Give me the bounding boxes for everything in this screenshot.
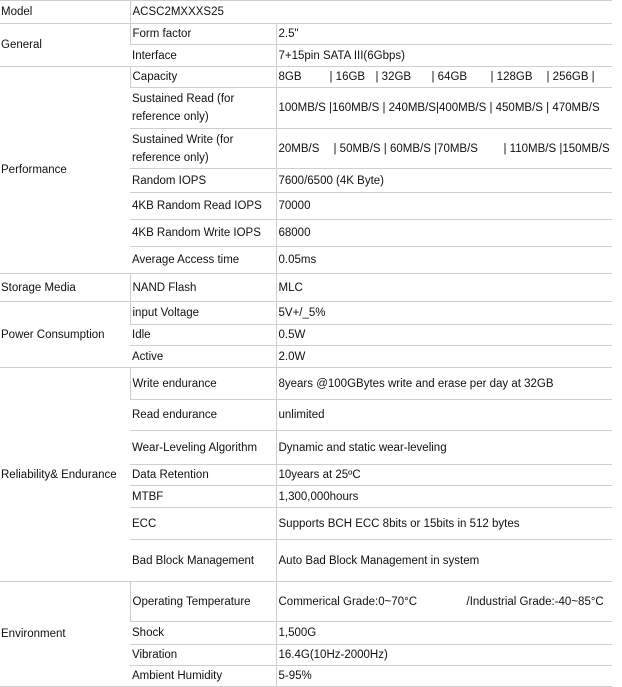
sustained-read-value: 100MB/S |160MB/S | 240MB/S|400MB/S | 450MB/S | 470MB/S <box>276 88 612 129</box>
spec-row <box>0 24 612 45</box>
sustained-write-value: | 50MB/S | 60MB/S |70MB/S <box>333 142 478 155</box>
section-label-storage: Storage Media <box>0 274 130 302</box>
spec-value: 2.0W <box>276 346 612 368</box>
spec-name: MTBF <box>130 486 276 508</box>
spec-name: Wear-Leveling Algorithm <box>130 431 276 465</box>
spec-row-model <box>0 1 612 24</box>
spec-row-capacity <box>0 67 612 88</box>
spec-value: MLC <box>276 274 612 302</box>
section-label-model: Model <box>0 1 130 24</box>
model-value: ACSC2MXXXS25 <box>130 1 612 24</box>
spec-name: Random IOPS <box>130 169 276 193</box>
spec-value: 5V+/_5% <box>276 302 612 325</box>
spec-name: Vibration <box>130 645 276 666</box>
spec-name: input Voltage <box>130 302 276 325</box>
spec-value: 5-95% <box>276 666 612 687</box>
capacity-value: | 16GB <box>329 71 366 83</box>
spec-name: Capacity <box>130 67 276 88</box>
sustained-write-value: | 110MB/S |150MB/S <box>503 142 610 155</box>
section-label-environment: Environment <box>0 582 130 687</box>
spec-value: 16.4G(10Hz-2000Hz) <box>276 645 612 666</box>
spec-value: unlimited <box>276 400 612 431</box>
temperature-values <box>276 582 612 622</box>
spec-value: 2.5" <box>276 24 612 45</box>
capacity-value: 8GB <box>278 71 302 83</box>
spec-name: Sustained Write (for reference only) <box>130 129 276 169</box>
spec-row-storage <box>0 274 612 302</box>
spec-value: Supports BCH ECC 8bits or 15bits in 512 bytes <box>276 508 612 540</box>
spec-name: NAND Flash <box>130 274 276 302</box>
spec-value: 8years @100GBytes write and erase per day at 32GB <box>276 368 612 400</box>
spec-value: 10years at 25ºC <box>276 465 612 486</box>
capacity-value: | 256GB | <box>546 71 595 83</box>
spec-value: Dynamic and static wear-leveling <box>276 431 612 465</box>
spec-name: Active <box>130 346 276 368</box>
section-label-general: General <box>0 24 130 67</box>
spec-name: Form factor <box>130 24 276 45</box>
spec-name: 4KB Random Read IOPS <box>130 193 276 220</box>
spec-name: Sustained Read (for reference only) <box>130 88 276 129</box>
spec-name: Read endurance <box>130 400 276 431</box>
sustained-write-value: 20MB/S <box>278 142 320 155</box>
spec-value: 0.05ms <box>276 247 612 274</box>
spec-row-temperature <box>0 582 612 622</box>
spec-name: Interface <box>130 45 276 67</box>
spec-name: Average Access time <box>130 247 276 274</box>
spec-value: 70000 <box>276 193 612 220</box>
capacity-value: | 32GB <box>375 71 412 83</box>
spec-value: 68000 <box>276 220 612 247</box>
spec-name: Ambient Humidity <box>130 666 276 687</box>
spec-name: Idle <box>130 325 276 346</box>
spec-name: Shock <box>130 622 276 645</box>
section-label-power: Power Consumption <box>0 302 130 368</box>
spec-name: Operating Temperature <box>130 582 276 622</box>
spec-name: Write endurance <box>130 368 276 400</box>
spec-name: ECC <box>130 508 276 540</box>
spec-value: 0.5W <box>276 325 612 346</box>
spec-row <box>0 302 612 325</box>
spec-value: Auto Bad Block Management in system <box>276 540 612 582</box>
spec-name: 4KB Random Write IOPS <box>130 220 276 247</box>
capacity-values <box>276 67 612 88</box>
capacity-value: | 64GB <box>431 71 468 83</box>
spec-value: 1,300,000hours <box>276 486 612 508</box>
spec-name: Data Retention <box>130 465 276 486</box>
spec-row <box>0 368 612 400</box>
section-label-reliability: Reliability& Endurance <box>0 368 130 582</box>
capacity-value: | 128GB <box>490 71 533 83</box>
spec-value: 7600/6500 (4K Byte) <box>276 169 612 193</box>
spec-name: Bad Block Management <box>130 540 276 582</box>
temperature-commercial: Commerical Grade:0~70°C <box>278 595 417 608</box>
spec-value: 1,500G <box>276 622 612 645</box>
section-label-performance: Performance <box>0 67 130 274</box>
spec-value: 7+15pin SATA III(6Gbps) <box>276 45 612 67</box>
sustained-write-values <box>276 129 612 169</box>
temperature-industrial: /Industrial Grade:-40~85°C <box>466 595 604 608</box>
